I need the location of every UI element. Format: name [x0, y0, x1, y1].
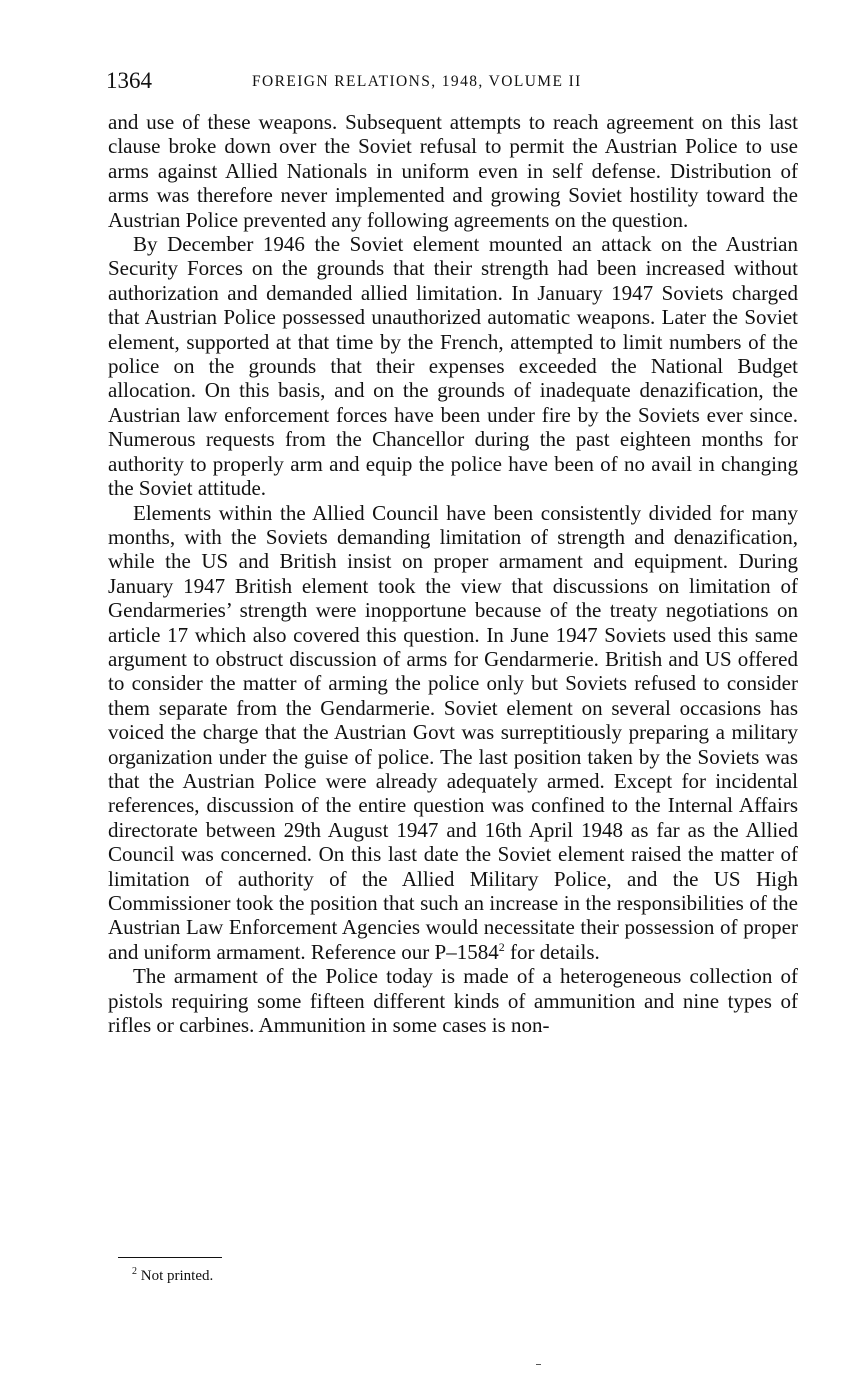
footnote-reference: 2: [498, 939, 505, 954]
paragraph-4: The armament of the Police today is made of a heterogeneous collection of pistols requiring some fifteen different kinds of ammunition and nine types of rifles or carbines. Ammunition in some cases is non-: [108, 964, 798, 1038]
footnote: [132, 1266, 213, 1286]
body-text: [108, 110, 798, 1037]
paragraph-2: By December 1946 the Soviet element mounted an attack on the Austrian Security Forces on the grounds that their strength had been increased without authorization and demanded allied limitation. In January 1947 Soviets charged that Austrian Police possessed unauthorized automatic weapons. Later the Soviet element, supported at that time by the French, attempted to limit numbers of the police on the grounds that their expenses exceeded the National Budget allocation. On this basis, and on the grounds of inadequate denazification, the Austrian law enforcement forces have been under fire by the Soviets ever since. Numerous requests from the Chancellor during the past eighteen months for authority to properly arm and equip the police have been of no avail in changing the Soviet attitude.: [108, 232, 798, 501]
paragraph-1: and use of these weapons. Subsequent attempts to reach agreement on this last clause broke down over the Soviet refusal to permit the Austrian Police to use arms against Allied Nationals in uniform even in self defense. Distribution of arms was therefore never implemented and growing Soviet hostility toward the Austrian Police prevented any following agreements on the question.: [108, 110, 798, 232]
footnote-divider: [118, 1257, 222, 1258]
paragraph-3-tail: for details.: [504, 939, 600, 964]
page-header: [106, 66, 796, 96]
footnote-text: Not printed.: [140, 1268, 214, 1284]
paragraph-3-text: Elements within the Allied Council have been consistently divided for many months, with the Soviets demanding limitation of strength and denazification, while the US and British insist on proper armament and equipment. During January 1947 British element took the view that discussions on limitation of Gendarmeries’ strength were inopportune because of the treaty negotiations on article 17 which also covered this question. In June 1947 Soviets used this same argument to obstruct discussion of arms for Gendarmerie. British and US offered to consider the matter of arming the police only but Soviets refused to consider them separate from the Gendarmerie. Soviet element on several occasions has voiced the charge that the Austrian Govt was surreptitiously preparing a military organization under the guise of police. The last position taken by the Soviets was that the Austrian Police were already adequately armed. Except for incidental references, discussion of the entire question was confined to the Internal Affairs directorate between 29th August 1947 and 16th April 1948 as far as the Allied Council was concerned. On this last date the Soviet element raised the matter of limitation of authority of the Allied Military Police, and the US High Commissioner took the position that such an increase in the responsibilities of the Austrian Law Enforcement Agencies would necessitate their possession of proper and uniform armament. Reference our P–1584: [108, 500, 798, 964]
running-head: FOREIGN RELATIONS, 1948, VOLUME II: [252, 73, 582, 90]
footnote-marker: 2: [132, 1266, 137, 1277]
paragraph-3: [108, 501, 798, 965]
page-number: 1364: [106, 68, 152, 93]
scan-mark: [536, 1364, 541, 1365]
